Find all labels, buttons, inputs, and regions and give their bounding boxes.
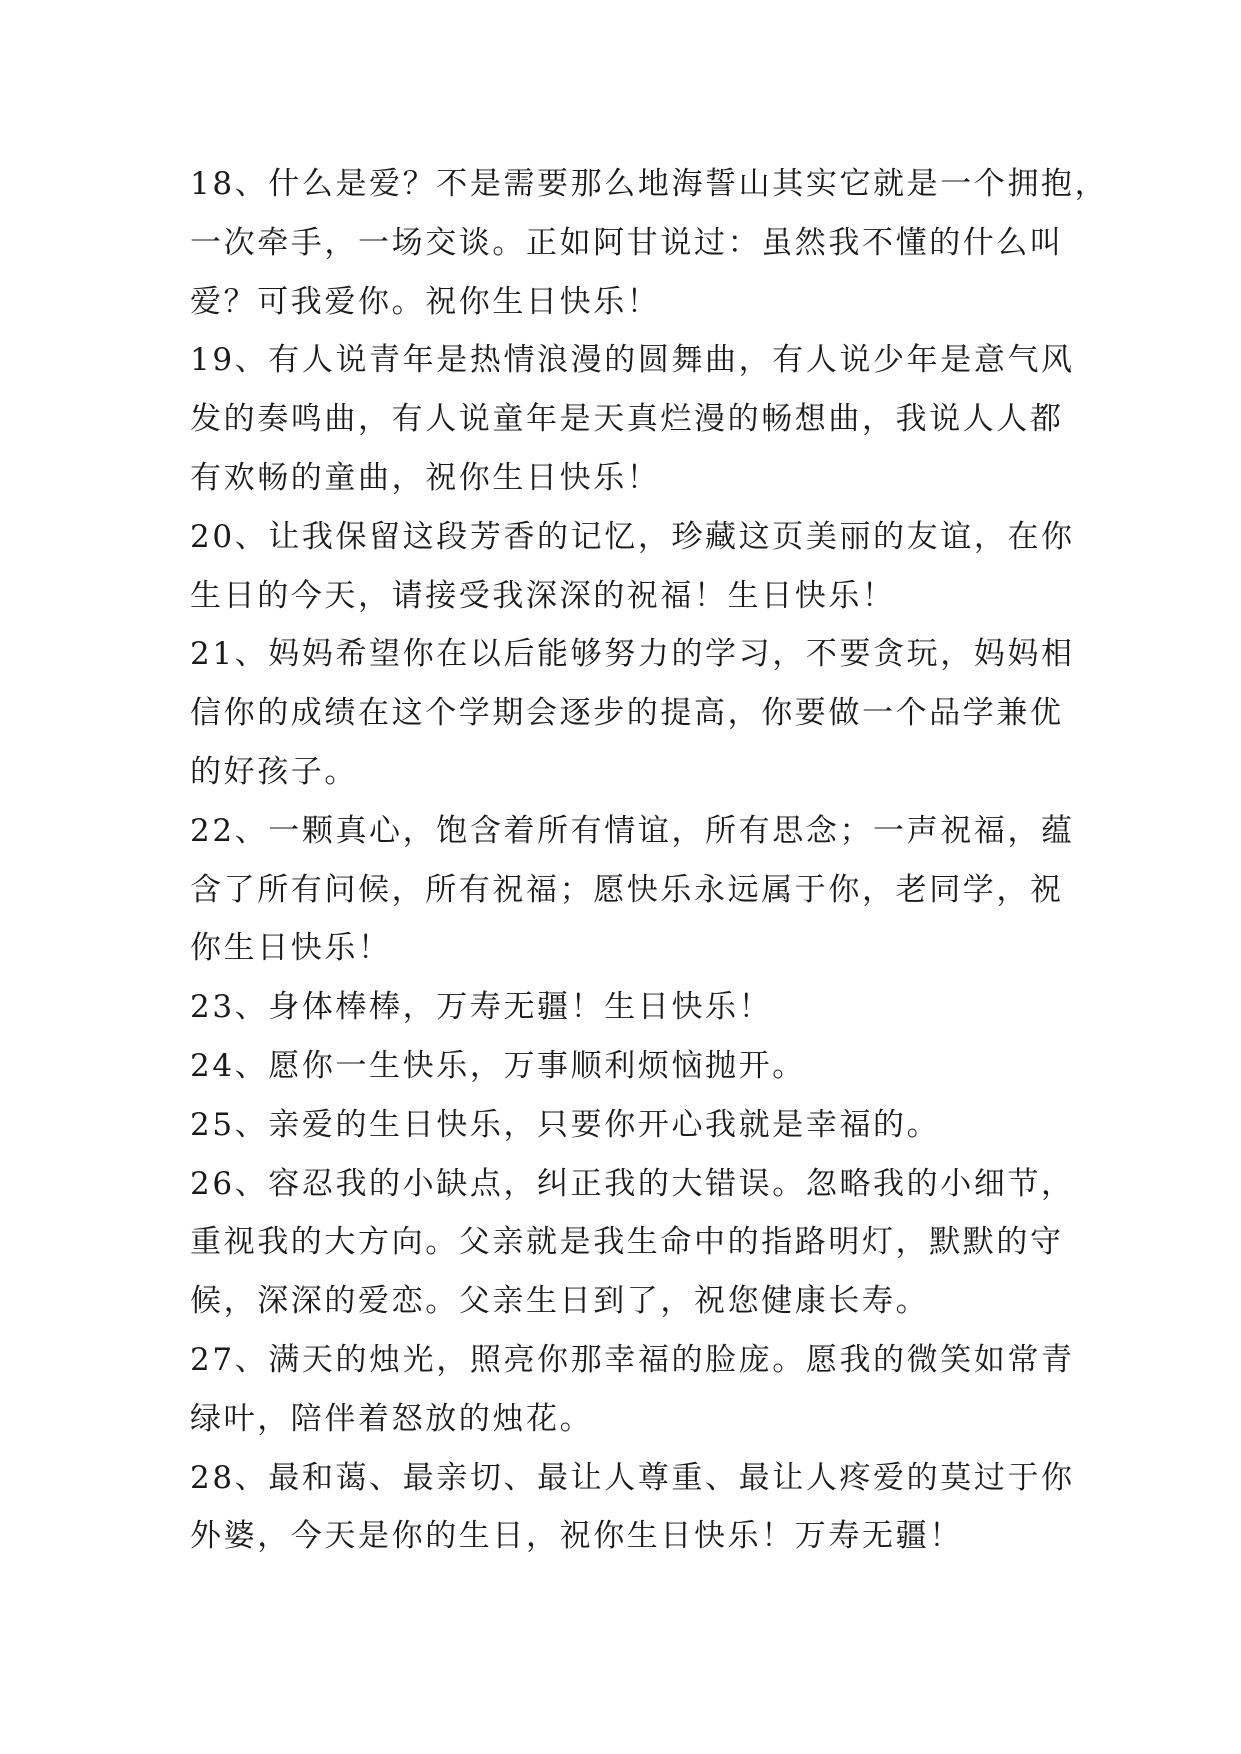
text-line: 你生日快乐！ xyxy=(190,930,392,967)
text-line: 19、有人说青年是热情浪漫的圆舞曲，有人说少年是意气风 xyxy=(190,342,1075,379)
text-line: 的好孩子。 xyxy=(190,753,358,790)
text-line: 候，深深的爱恋。父亲生日到了，祝您健康长寿。 xyxy=(190,1283,930,1320)
text-line: 信你的成绩在这个学期会逐步的提高，你要做一个品学兼优 xyxy=(190,695,1064,732)
text-line: 一次牵手，一场交谈。正如阿甘说过：虽然我不懂的什么叫 xyxy=(190,224,1064,261)
text-line: 22、一颗真心，饱含着所有情谊，所有思念；一声祝福，蕴 xyxy=(190,812,1075,849)
text-line: 绿叶，陪伴着怒放的烛花。 xyxy=(190,1400,594,1437)
text-line: 23、身体棒棒，万寿无疆！生日快乐！ xyxy=(190,989,773,1026)
text-line: 28、最和蔼、最亲切、最让人尊重、最让人疼爱的莫过于你 xyxy=(190,1459,1075,1496)
text-line: 重视我的大方向。父亲就是我生命中的指路明灯，默默的守 xyxy=(190,1224,1064,1261)
text-line: 外婆，今天是你的生日，祝你生日快乐！万寿无疆！ xyxy=(190,1518,963,1555)
text-line: 21、妈妈希望你在以后能够努力的学习，不要贪玩，妈妈相 xyxy=(190,636,1075,673)
text-line: 20、让我保留这段芳香的记忆，珍藏这页美丽的友谊，在你 xyxy=(190,518,1075,555)
text-line: 27、满天的烛光，照亮你那幸福的脸庞。愿我的微笑如常青 xyxy=(190,1341,1075,1378)
text-line: 有欢畅的童曲，祝你生日快乐！ xyxy=(190,459,661,496)
text-line: 24、愿你一生快乐，万事顺利烦恼抛开。 xyxy=(190,1047,806,1084)
text-line: 生日的今天，请接受我深深的祝福！生日快乐！ xyxy=(190,577,896,614)
text-line: 25、亲爱的生日快乐，只要你开心我就是幸福的。 xyxy=(190,1106,941,1143)
text-line: 发的奏鸣曲，有人说童年是天真烂漫的畅想曲，我说人人都 xyxy=(190,401,1064,438)
text-line: 26、容忍我的小缺点，纠正我的大错误。忽略我的小细节， xyxy=(190,1165,1075,1202)
text-line: 18、什么是爱？不是需要那么地海誓山其实它就是一个拥抱， xyxy=(190,166,1109,202)
text-line: 含了所有问候，所有祝福；愿快乐永远属于你，老同学，祝 xyxy=(190,871,1064,908)
document-body xyxy=(190,155,1109,1566)
text-line: 爱？可我爱你。祝你生日快乐！ xyxy=(190,283,661,320)
